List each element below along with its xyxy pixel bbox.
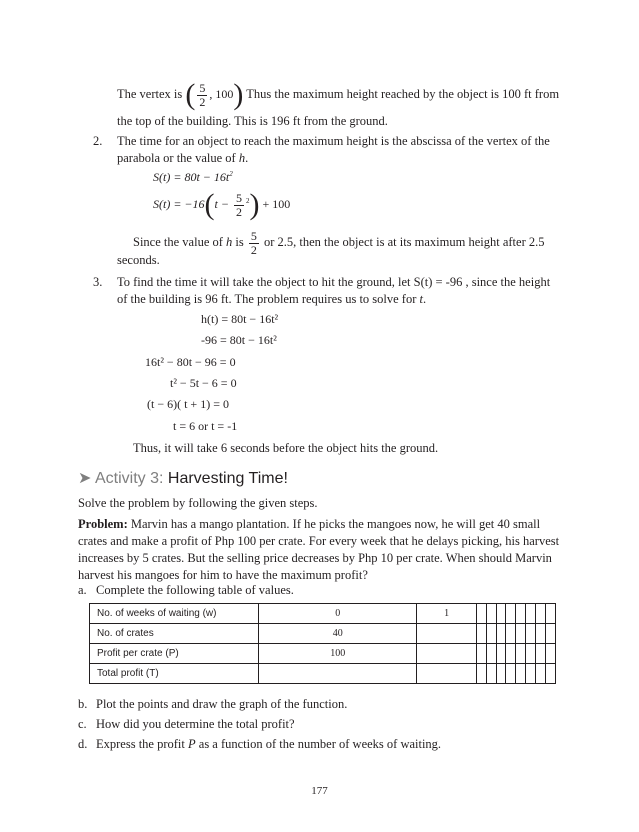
item-2-line2: parabola or the value of h. xyxy=(117,151,249,165)
equation-vertex-form: S(t) = −16(t − $\frac{5}{2}$ $^2$) + 100 xyxy=(153,188,291,221)
row-label: Profit per crate (P) xyxy=(90,644,259,664)
table-cell xyxy=(417,664,476,684)
step-d: d. Express the profit P as a function of the number of weeks of waiting. xyxy=(78,737,442,751)
item-2-line1: The time for an object to reach the maximum height is the abscissa of the vertex of the xyxy=(117,134,550,148)
table-cell xyxy=(259,664,417,684)
eq-factored: (t − 6)( t + 1) = 0 xyxy=(147,397,229,411)
table-cell xyxy=(506,664,516,684)
table-cell xyxy=(516,624,526,644)
table-row xyxy=(90,624,556,644)
table-cell xyxy=(486,624,496,644)
table-cell: 40 xyxy=(259,624,417,644)
table-cell xyxy=(486,664,496,684)
table-cell xyxy=(546,644,556,664)
equation-s-of-t: $S(t) = 80t - 16t^2$ xyxy=(153,170,233,184)
arrow-icon: ➤ xyxy=(78,470,92,487)
table-cell xyxy=(536,604,546,624)
table-cell xyxy=(526,664,536,684)
table-row xyxy=(90,644,556,664)
table-cell xyxy=(496,604,506,624)
eq-standard-form: 16t² − 80t − 96 = 0 xyxy=(145,355,236,369)
item-3-conclusion: Thus, it will take 6 seconds before the object hits the ground. xyxy=(133,441,439,455)
table-cell xyxy=(496,664,506,684)
table-cell: 100 xyxy=(259,644,417,664)
vertex-continuation: the top of the building. This is 196 ft from the ground. xyxy=(117,114,388,128)
vertex-fraction: $\frac{5}{2}$ xyxy=(199,80,206,109)
table-cell xyxy=(506,644,516,664)
eq-simplified: t² − 5t − 6 = 0 xyxy=(170,376,237,390)
eq-substitute: -96 = 80t − 16t² xyxy=(201,333,277,347)
table-cell xyxy=(536,664,546,684)
since-statement: Since the value of h is $\frac{5}{2}$ or 2.5, then the object is at its maximum height after 2.5 xyxy=(133,229,545,257)
table-cell xyxy=(476,644,486,664)
page-number: 177 xyxy=(311,785,328,797)
table-cell xyxy=(516,644,526,664)
activity-instruction: Solve the problem by following the given steps. xyxy=(78,496,318,510)
activity-heading: ➤ Activity 3: Harvesting Time! xyxy=(78,470,288,487)
table-cell xyxy=(506,604,516,624)
table-cell xyxy=(476,624,486,644)
table-cell xyxy=(516,664,526,684)
table-cell xyxy=(496,644,506,664)
eq-solutions: t = 6 or t = -1 xyxy=(173,419,238,433)
table-cell xyxy=(536,624,546,644)
table-cell xyxy=(486,644,496,664)
table-cell xyxy=(506,624,516,644)
table-cell xyxy=(546,604,556,624)
step-a: a. Complete the following table of values. xyxy=(78,583,294,597)
table-cell xyxy=(526,624,536,644)
table-cell xyxy=(476,664,486,684)
item-3-number: 3. xyxy=(93,275,103,289)
table-cell xyxy=(546,624,556,644)
row-label: No. of crates xyxy=(90,624,259,644)
step-c: c. How did you determine the total profit? xyxy=(78,717,295,731)
table-row xyxy=(90,604,556,624)
table-cell xyxy=(526,644,536,664)
table-cell xyxy=(516,604,526,624)
item-2-number: 2. xyxy=(93,134,103,148)
table-cell xyxy=(546,664,556,684)
table-cell xyxy=(417,624,476,644)
table-row xyxy=(90,664,556,684)
table-cell xyxy=(536,644,546,664)
table-cell xyxy=(486,604,496,624)
row-label: Total profit (T) xyxy=(90,664,259,684)
table-cell: 0 xyxy=(259,604,417,624)
table-cell: 1 xyxy=(417,604,476,624)
row-label: No. of weeks of waiting (w) xyxy=(90,604,259,624)
since-end: seconds. xyxy=(117,253,160,267)
problem-statement: Problem: Marvin has a mango plantation. If he picks the mangoes now, he will get 40 small crates and make a profit of Php 100 per crate. For every week that he delays picking, his harvest increases by 5 crates. But the selling price decreases by Php 10 per crate. When should Marvin harvest his mangoes for him to have the maximum profit? xyxy=(78,517,560,582)
item-3-line1: To find the time it will take the object to hit the ground, let S(t) = -96 , since the height xyxy=(117,275,551,289)
table-cell xyxy=(526,604,536,624)
table-cell xyxy=(496,624,506,644)
item-3-line2: of the building is 96 ft. The problem requires us to solve for t. xyxy=(117,292,427,306)
table-cell xyxy=(476,604,486,624)
eq-h-of-t: h(t) = 80t − 16t² xyxy=(201,312,279,326)
vertex-statement: The vertex is ( $\frac{5}{2}$ , 100) Thus the maximum height reached by the object is 100 ft from xyxy=(117,78,560,111)
table-of-values xyxy=(89,603,556,684)
table-cell xyxy=(417,644,476,664)
step-b: b. Plot the points and draw the graph of the function. xyxy=(78,697,348,711)
